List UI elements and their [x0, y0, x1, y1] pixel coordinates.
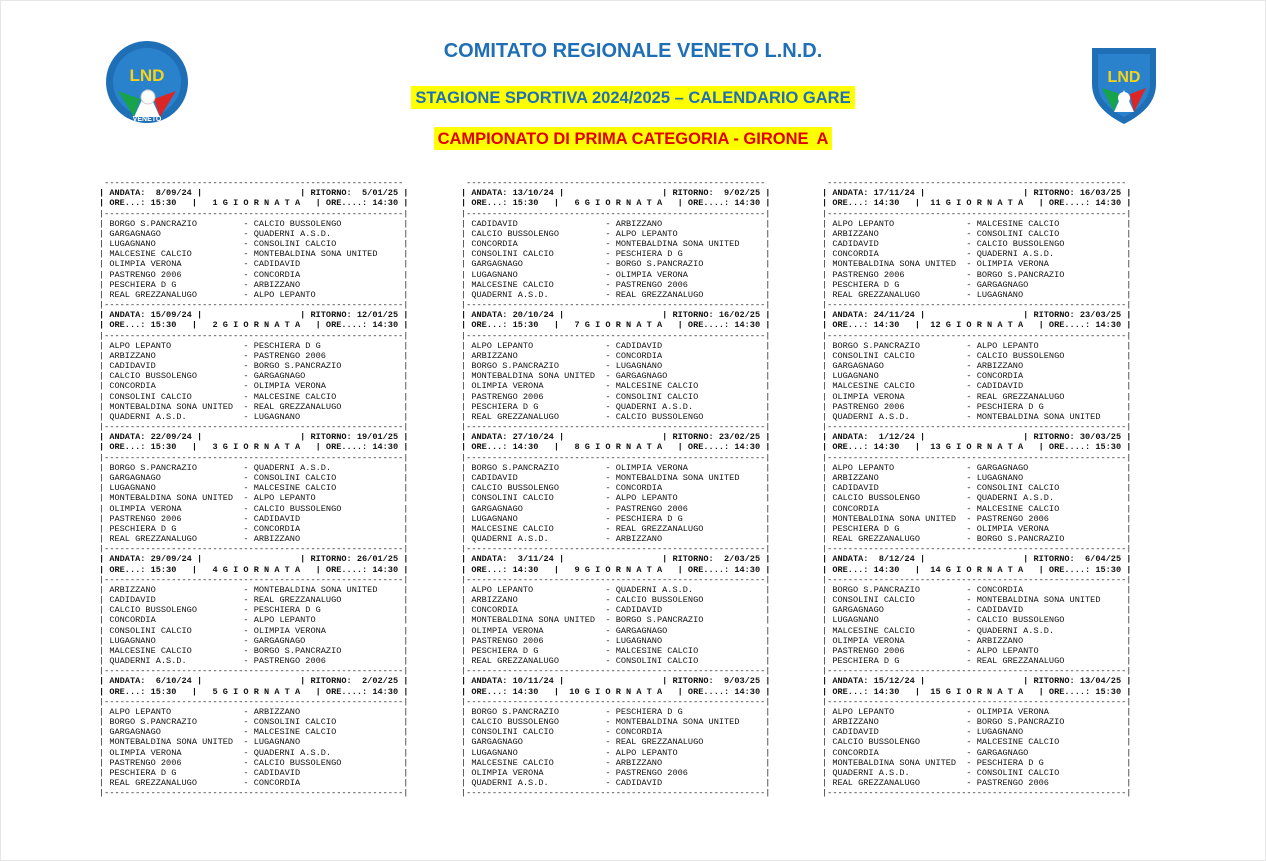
round-header-dates: | ANDATA: 20/10/24 | | RITORNO: 16/02/25 |	[461, 310, 771, 321]
round-header-dates: | ANDATA: 24/11/24 | | RITORNO: 23/03/25 |	[822, 310, 1132, 321]
round-header-giornata: | ORE...: 15:30 | 5 G I O R N A T A | ORE....: 14:30 |	[99, 686, 409, 697]
match-row: | CADIDAVID - BORGO S.PANCRAZIO |	[99, 361, 409, 372]
match-row: | CONCORDIA - ALPO LEPANTO |	[99, 615, 409, 626]
round-header-dates: | ANDATA: 15/12/24 | | RITORNO: 13/04/25 |	[822, 676, 1132, 687]
match-row: | ARBIZZANO - LUGAGNANO |	[822, 472, 1132, 483]
match-row: | ALPO LEPANTO - PESCHIERA D G |	[99, 340, 409, 351]
match-row: | CALCIO BUSSOLENGO - PESCHIERA D G |	[99, 605, 409, 616]
match-row: | PASTRENGO 2006 - PESCHIERA D G |	[822, 401, 1132, 412]
match-row: | CONSOLINI CALCIO - PESCHIERA D G |	[461, 249, 771, 260]
rule: |----------------------------------------------------------|	[99, 574, 409, 585]
match-row: | PASTRENGO 2006 - CONCORDIA |	[99, 269, 409, 280]
rule: |----------------------------------------------------------|	[461, 666, 771, 677]
match-row: | ARBIZZANO - CONCORDIA |	[461, 350, 771, 361]
match-row: | CADIDAVID - ARBIZZANO |	[461, 218, 771, 229]
match-row: | LUGAGNANO - ALPO LEPANTO |	[461, 747, 771, 758]
round-header-giornata: | ORE...: 15:30 | 4 G I O R N A T A | ORE....: 14:30 |	[99, 564, 409, 575]
top-rule: ----------------------------------------------------------	[822, 178, 1132, 188]
veneto-caption: VENETO	[132, 116, 162, 123]
match-row: | ALPO LEPANTO - GARGAGNAGO |	[822, 462, 1132, 473]
match-row: | CADIDAVID - MONTEBALDINA SONA UNITED |	[461, 472, 771, 483]
match-row: | MONTEBALDINA SONA UNITED - PESCHIERA D G |	[822, 757, 1132, 768]
match-row: | BORGO S.PANCRAZIO - ALPO LEPANTO |	[822, 340, 1132, 351]
rule: |----------------------------------------------------------|	[99, 300, 409, 311]
championship-main: CAMPIONATO DI PRIMA CATEGORIA - GIRONE	[437, 130, 809, 148]
match-row: | LUGAGNANO - GARGAGNAGO |	[99, 635, 409, 646]
round-header-dates: | ANDATA: 10/11/24 | | RITORNO: 9/03/25 |	[461, 676, 771, 687]
match-row: | MONTEBALDINA SONA UNITED - PASTRENGO 2006 |	[822, 513, 1132, 524]
match-row: | ARBIZZANO - BORGO S.PANCRAZIO |	[822, 717, 1132, 728]
match-row: | CONSOLINI CALCIO - CONCORDIA |	[461, 727, 771, 738]
match-row: | PESCHIERA D G - CONCORDIA |	[99, 523, 409, 534]
round-header-dates: | ANDATA: 17/11/24 | | RITORNO: 16/03/25 |	[822, 188, 1132, 199]
match-row: | ARBIZZANO - MONTEBALDINA SONA UNITED |	[99, 584, 409, 595]
championship-letter: A	[813, 127, 833, 150]
match-row: | OLIMPIA VERONA - CALCIO BUSSOLENGO |	[99, 503, 409, 514]
top-rule: ----------------------------------------------------------	[99, 178, 409, 188]
match-row: | BORGO S.PANCRAZIO - OLIMPIA VERONA |	[461, 462, 771, 473]
rule: |----------------------------------------------------------|	[461, 330, 771, 341]
round-header-dates: | ANDATA: 1/12/24 | | RITORNO: 30/03/25 |	[822, 432, 1132, 443]
match-row: | QUADERNI A.S.D. - REAL GREZZANALUGO |	[461, 289, 771, 300]
match-row: | LUGAGNANO - CONSOLINI CALCIO |	[99, 239, 409, 250]
round-header-giornata: | ORE...: 14:30 | 15 G I O R N A T A | ORE....: 15:30 |	[822, 686, 1132, 697]
match-row: | OLIMPIA VERONA - ARBIZZANO |	[822, 635, 1132, 646]
lnd-logo-text: LND	[129, 66, 165, 85]
round-header-giornata: | ORE...: 14:30 | 13 G I O R N A T A | ORE....: 15:30 |	[822, 442, 1132, 453]
match-row: | LUGAGNANO - OLIMPIA VERONA |	[461, 269, 771, 280]
match-row: | BORGO S.PANCRAZIO - LUGAGNANO |	[461, 361, 771, 372]
round-header-dates: | ANDATA: 8/09/24 | | RITORNO: 5/01/25 |	[99, 188, 409, 199]
match-row: | OLIMPIA VERONA - PASTRENGO 2006 |	[461, 767, 771, 778]
match-row: | ARBIZZANO - CONSOLINI CALCIO |	[822, 228, 1132, 239]
rule: |----------------------------------------------------------|	[822, 666, 1132, 677]
match-row: | CADIDAVID - LUGAGNANO |	[822, 727, 1132, 738]
round-header-dates: | ANDATA: 15/09/24 | | RITORNO: 12/01/25 |	[99, 310, 409, 321]
round-header-dates: | ANDATA: 6/10/24 | | RITORNO: 2/02/25 |	[99, 676, 409, 687]
match-row: | LUGAGNANO - MALCESINE CALCIO |	[99, 483, 409, 494]
rule: |----------------------------------------------------------|	[99, 666, 409, 677]
match-row: | QUADERNI A.S.D. - CONSOLINI CALCIO |	[822, 767, 1132, 778]
round-header-giornata: | ORE...: 15:30 | 3 G I O R N A T A | ORE....: 14:30 |	[99, 442, 409, 453]
match-row: | QUADERNI A.S.D. - CADIDAVID |	[461, 778, 771, 789]
column-text	[461, 178, 826, 798]
round-header-giornata: | ORE...: 14:30 | 8 G I O R N A T A | ORE....: 14:30 |	[461, 442, 771, 453]
match-row: | GARGAGNAGO - MALCESINE CALCIO |	[99, 727, 409, 738]
match-row: | CALCIO BUSSOLENGO - MONTEBALDINA SONA UNITED |	[461, 717, 771, 728]
rule: |----------------------------------------------------------|	[461, 788, 771, 799]
match-row: | LUGAGNANO - CONCORDIA |	[822, 371, 1132, 382]
round-header-giornata: | ORE...: 15:30 | 6 G I O R N A T A | ORE....: 14:30 |	[461, 198, 771, 209]
match-row: | CONCORDIA - MONTEBALDINA SONA UNITED |	[461, 239, 771, 250]
column-text	[99, 178, 464, 798]
round-header-giornata: | ORE...: 14:30 | 9 G I O R N A T A | ORE....: 14:30 |	[461, 564, 771, 575]
lnd-shield-text: LND	[1107, 69, 1141, 86]
rule: |----------------------------------------------------------|	[461, 544, 771, 555]
match-row: | QUADERNI A.S.D. - ARBIZZANO |	[461, 534, 771, 545]
rule: |----------------------------------------------------------|	[99, 544, 409, 555]
round-header-giornata: | ORE...: 14:30 | 10 G I O R N A T A | ORE....: 14:30 |	[461, 686, 771, 697]
rule: |----------------------------------------------------------|	[822, 300, 1132, 311]
match-row: | GARGAGNAGO - PASTRENGO 2006 |	[461, 503, 771, 514]
match-row: | BORGO S.PANCRAZIO - CONSOLINI CALCIO |	[99, 717, 409, 728]
match-row: | PESCHIERA D G - ARBIZZANO |	[99, 279, 409, 290]
match-row: | CALCIO BUSSOLENGO - QUADERNI A.S.D. |	[822, 493, 1132, 504]
rule: |----------------------------------------------------------|	[461, 300, 771, 311]
rule: |----------------------------------------------------------|	[461, 208, 771, 219]
match-row: | OLIMPIA VERONA - MALCESINE CALCIO |	[461, 381, 771, 392]
rule: |----------------------------------------------------------|	[822, 788, 1132, 799]
round-header-giornata: | ORE...: 14:30 | 12 G I O R N A T A | ORE....: 14:30 |	[822, 320, 1132, 331]
rule: |----------------------------------------------------------|	[822, 208, 1132, 219]
round-header-dates: | ANDATA: 29/09/24 | | RITORNO: 26/01/25 |	[99, 554, 409, 565]
match-row: | CADIDAVID - CONSOLINI CALCIO |	[822, 483, 1132, 494]
match-row: | OLIMPIA VERONA - CADIDAVID |	[99, 259, 409, 270]
match-row: | ALPO LEPANTO - QUADERNI A.S.D. |	[461, 584, 771, 595]
match-row: | GARGAGNAGO - BORGO S.PANCRAZIO |	[461, 259, 771, 270]
match-row: | REAL GREZZANALUGO - BORGO S.PANCRAZIO |	[822, 534, 1132, 545]
match-row: | MONTEBALDINA SONA UNITED - ALPO LEPANTO |	[99, 493, 409, 504]
round-header-dates: | ANDATA: 27/10/24 | | RITORNO: 23/02/25 |	[461, 432, 771, 443]
match-row: | PASTRENGO 2006 - CADIDAVID |	[99, 513, 409, 524]
match-row: | QUADERNI A.S.D. - PASTRENGO 2006 |	[99, 656, 409, 667]
round-header-dates: | ANDATA: 13/10/24 | | RITORNO: 9/02/25 |	[461, 188, 771, 199]
rule: |----------------------------------------------------------|	[99, 696, 409, 707]
match-row: | LUGAGNANO - CALCIO BUSSOLENGO |	[822, 615, 1132, 626]
match-row: | BORGO S.PANCRAZIO - CONCORDIA |	[822, 584, 1132, 595]
match-row: | BORGO S.PANCRAZIO - QUADERNI A.S.D. |	[99, 462, 409, 473]
match-row: | ALPO LEPANTO - OLIMPIA VERONA |	[822, 706, 1132, 717]
round-header-giornata: | ORE...: 14:30 | 14 G I O R N A T A | ORE....: 15:30 |	[822, 564, 1132, 575]
championship-title	[434, 127, 813, 150]
match-row: | ARBIZZANO - CALCIO BUSSOLENGO |	[461, 595, 771, 606]
rule: |----------------------------------------------------------|	[822, 696, 1132, 707]
match-row: | MONTEBALDINA SONA UNITED - OLIMPIA VERONA |	[822, 259, 1132, 270]
rule: |----------------------------------------------------------|	[822, 574, 1132, 585]
match-row: | MALCESINE CALCIO - MONTEBALDINA SONA UNITED |	[99, 249, 409, 260]
rule: |----------------------------------------------------------|	[822, 330, 1132, 341]
match-row: | REAL GREZZANALUGO - ALPO LEPANTO |	[99, 289, 409, 300]
match-row: | BORGO S.PANCRAZIO - PESCHIERA D G |	[461, 706, 771, 717]
rule: |----------------------------------------------------------|	[461, 422, 771, 433]
rule: |----------------------------------------------------------|	[99, 788, 409, 799]
match-row: | PESCHIERA D G - MALCESINE CALCIO |	[461, 645, 771, 656]
match-row: | CONCORDIA - MALCESINE CALCIO |	[822, 503, 1132, 514]
match-row: | REAL GREZZANALUGO - CALCIO BUSSOLENGO |	[461, 411, 771, 422]
match-row: | GARGAGNAGO - QUADERNI A.S.D. |	[99, 228, 409, 239]
calendar-column-1	[99, 178, 464, 808]
round-header-giornata: | ORE...: 14:30 | 11 G I O R N A T A | ORE....: 14:30 |	[822, 198, 1132, 209]
rule: |----------------------------------------------------------|	[822, 422, 1132, 433]
match-row: | CONSOLINI CALCIO - OLIMPIA VERONA |	[99, 625, 409, 636]
calendar-column-3	[822, 178, 1187, 808]
match-row: | PESCHIERA D G - CADIDAVID |	[99, 767, 409, 778]
match-row: | GARGAGNAGO - CONSOLINI CALCIO |	[99, 472, 409, 483]
rule: |----------------------------------------------------------|	[822, 452, 1132, 463]
match-row: | BORGO S.PANCRAZIO - CALCIO BUSSOLENGO |	[99, 218, 409, 229]
match-row: | CONCORDIA - QUADERNI A.S.D. |	[822, 249, 1132, 260]
match-row: | ALPO LEPANTO - ARBIZZANO |	[99, 706, 409, 717]
match-row: | PASTRENGO 2006 - LUGAGNANO |	[461, 635, 771, 646]
match-row: | CONCORDIA - OLIMPIA VERONA |	[99, 381, 409, 392]
match-row: | CALCIO BUSSOLENGO - CONCORDIA |	[461, 483, 771, 494]
match-row: | CONSOLINI CALCIO - CALCIO BUSSOLENGO |	[822, 350, 1132, 361]
match-row: | CALCIO BUSSOLENGO - GARGAGNAGO |	[99, 371, 409, 382]
match-row: | MONTEBALDINA SONA UNITED - BORGO S.PANCRAZIO |	[461, 615, 771, 626]
match-row: | ALPO LEPANTO - CADIDAVID |	[461, 340, 771, 351]
match-row: | MALCESINE CALCIO - REAL GREZZANALUGO |	[461, 523, 771, 534]
match-row: | REAL GREZZANALUGO - ARBIZZANO |	[99, 534, 409, 545]
top-rule: ----------------------------------------------------------	[461, 178, 771, 188]
match-row: | OLIMPIA VERONA - REAL GREZZANALUGO |	[822, 391, 1132, 402]
match-row: | CONSOLINI CALCIO - MALCESINE CALCIO |	[99, 391, 409, 402]
rule: |----------------------------------------------------------|	[99, 452, 409, 463]
page-title: COMITATO REGIONALE VENETO L.N.D.	[443, 40, 823, 62]
match-row: | PESCHIERA D G - REAL GREZZANALUGO |	[822, 656, 1132, 667]
match-row: | GARGAGNAGO - CADIDAVID |	[822, 605, 1132, 616]
match-row: | REAL GREZZANALUGO - CONCORDIA |	[99, 778, 409, 789]
match-row: | OLIMPIA VERONA - QUADERNI A.S.D. |	[99, 747, 409, 758]
match-row: | PESCHIERA D G - GARGAGNAGO |	[822, 279, 1132, 290]
round-header-giornata: | ORE...: 15:30 | 2 G I O R N A T A | ORE....: 14:30 |	[99, 320, 409, 331]
rule: |----------------------------------------------------------|	[99, 330, 409, 341]
match-row: | LUGAGNANO - PESCHIERA D G |	[461, 513, 771, 524]
column-text	[822, 178, 1187, 798]
match-row: | GARGAGNAGO - ARBIZZANO |	[822, 361, 1132, 372]
rule: |----------------------------------------------------------|	[461, 452, 771, 463]
match-row: | PESCHIERA D G - QUADERNI A.S.D. |	[461, 401, 771, 412]
match-row: | CONCORDIA - GARGAGNAGO |	[822, 747, 1132, 758]
match-row: | PASTRENGO 2006 - ALPO LEPANTO |	[822, 645, 1132, 656]
rule: |----------------------------------------------------------|	[461, 696, 771, 707]
match-row: | MONTEBALDINA SONA UNITED - GARGAGNAGO |	[461, 371, 771, 382]
match-row: | MALCESINE CALCIO - CADIDAVID |	[822, 381, 1132, 392]
match-row: | REAL GREZZANALUGO - PASTRENGO 2006 |	[822, 778, 1132, 789]
match-row: | GARGAGNAGO - REAL GREZZANALUGO |	[461, 737, 771, 748]
match-row: | CALCIO BUSSOLENGO - MALCESINE CALCIO |	[822, 737, 1132, 748]
round-header-giornata: | ORE...: 15:30 | 1 G I O R N A T A | ORE....: 14:30 |	[99, 198, 409, 209]
match-row: | CONSOLINI CALCIO - ALPO LEPANTO |	[461, 493, 771, 504]
match-row: | PASTRENGO 2006 - CALCIO BUSSOLENGO |	[99, 757, 409, 768]
match-row: | PASTRENGO 2006 - BORGO S.PANCRAZIO |	[822, 269, 1132, 280]
match-row: | MALCESINE CALCIO - PASTRENGO 2006 |	[461, 279, 771, 290]
round-header-dates: | ANDATA: 3/11/24 | | RITORNO: 2/03/25 |	[461, 554, 771, 565]
round-header-dates: | ANDATA: 8/12/24 | | RITORNO: 6/04/25 |	[822, 554, 1132, 565]
round-header-giornata: | ORE...: 15:30 | 7 G I O R N A T A | ORE....: 14:30 |	[461, 320, 771, 331]
match-row: | REAL GREZZANALUGO - LUGAGNANO |	[822, 289, 1132, 300]
match-row: | MALCESINE CALCIO - BORGO S.PANCRAZIO |	[99, 645, 409, 656]
match-row: | MONTEBALDINA SONA UNITED - REAL GREZZANALUGO |	[99, 401, 409, 412]
match-row: | MALCESINE CALCIO - ARBIZZANO |	[461, 757, 771, 768]
match-row: | QUADERNI A.S.D. - MONTEBALDINA SONA UNITED |	[822, 411, 1132, 422]
match-row: | QUADERNI A.S.D. - LUGAGNANO |	[99, 411, 409, 422]
rule: |----------------------------------------------------------|	[99, 208, 409, 219]
match-row: | OLIMPIA VERONA - GARGAGNAGO |	[461, 625, 771, 636]
match-row: | ARBIZZANO - PASTRENGO 2006 |	[99, 350, 409, 361]
match-row: | MALCESINE CALCIO - QUADERNI A.S.D. |	[822, 625, 1132, 636]
match-row: | MONTEBALDINA SONA UNITED - LUGAGNANO |	[99, 737, 409, 748]
match-row: | PASTRENGO 2006 - CONSOLINI CALCIO |	[461, 391, 771, 402]
match-row: | CADIDAVID - REAL GREZZANALUGO |	[99, 595, 409, 606]
match-row: | CALCIO BUSSOLENGO - ALPO LEPANTO |	[461, 228, 771, 239]
match-row: | PESCHIERA D G - OLIMPIA VERONA |	[822, 523, 1132, 534]
match-row: | CONSOLINI CALCIO - MONTEBALDINA SONA UNITED |	[822, 595, 1132, 606]
match-row: | ALPO LEPANTO - MALCESINE CALCIO |	[822, 218, 1132, 229]
match-row: | CADIDAVID - CALCIO BUSSOLENGO |	[822, 239, 1132, 250]
match-row: | CONCORDIA - CADIDAVID |	[461, 605, 771, 616]
rule: |----------------------------------------------------------|	[461, 574, 771, 585]
match-row: | REAL GREZZANALUGO - CONSOLINI CALCIO |	[461, 656, 771, 667]
rule: |----------------------------------------------------------|	[822, 544, 1132, 555]
rule: |----------------------------------------------------------|	[99, 422, 409, 433]
calendar-column-2	[461, 178, 826, 808]
round-header-dates: | ANDATA: 22/09/24 | | RITORNO: 19/01/25 |	[99, 432, 409, 443]
season-title: STAGIONE SPORTIVA 2024/2025 – CALENDARIO GARE	[411, 86, 854, 109]
